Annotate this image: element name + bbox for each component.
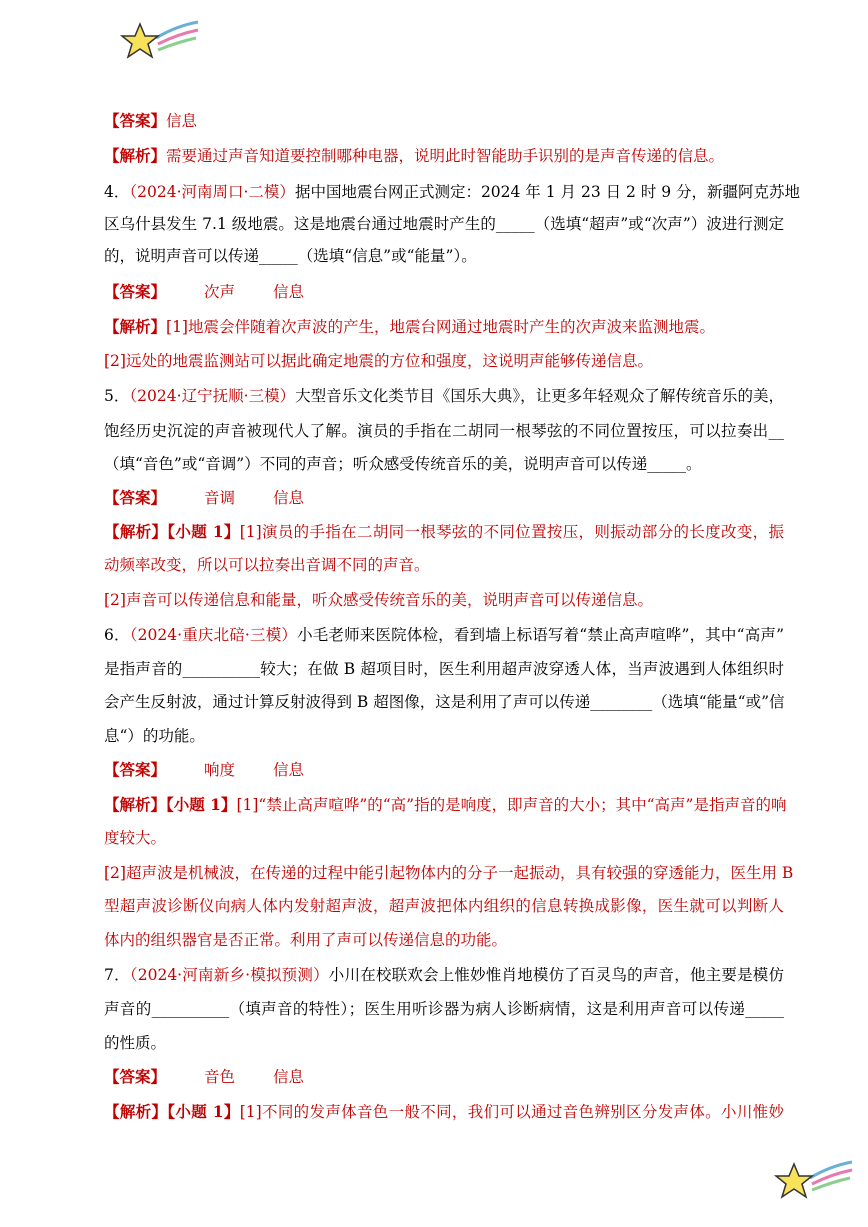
answer-text: [1]“禁止高声喧哗”的“高”指的是响度，即声音的大小；其中“高声”是指声音的响 (236, 796, 787, 814)
answer-text: [1]不同的发声体音色一般不同，我们可以通过音色辨别区分发声体。小川惟妙 (239, 1103, 784, 1121)
text-line (104, 726, 784, 746)
text-line (104, 863, 794, 883)
text-line (104, 246, 784, 266)
answer-text: [2]超声波是机械波，在传递的过程中能引起物体内的分子一起振动，具有较强的穿透能力，医生用 B (104, 864, 794, 882)
label-tag: 【答案】 (104, 1067, 167, 1086)
text-line (104, 930, 784, 950)
answer-text: 信息 (166, 112, 198, 130)
text-line (104, 386, 784, 406)
question-text: （填“音色”或“音调”）不同的声音；听众感受传统音乐的美，说明声音可以传递_____。 (104, 455, 702, 473)
answer-text: 信息 (273, 1068, 305, 1086)
answer-text: 次声 (204, 283, 236, 301)
question-text: 的，说明声音可以传递_____（选填“信息”或“能量”）。 (104, 247, 477, 265)
text-line (104, 625, 784, 645)
text-line (104, 828, 784, 848)
text-line (104, 999, 784, 1019)
label-tag: 【解析】【小题 1】 (104, 795, 237, 814)
answer-text: 度较大。 (104, 829, 167, 847)
question-text: 是指声音的__________较大；在做 B 超项目时，医生利用超声波穿透人体，当声波遇到人体组织时 (104, 660, 784, 678)
question-text: 6． (104, 626, 130, 644)
answer-text: 信息 (273, 489, 305, 507)
answer-text: 音色 (204, 1068, 236, 1086)
text-line (104, 317, 784, 337)
answer-text: 信息 (273, 761, 305, 779)
question-text: 据中国地震台网正式测定：2024 年 1 月 23 日 2 时 9 分，新疆阿克苏地 (294, 183, 801, 201)
text-line (104, 760, 784, 780)
label-tag: 【解析】【小题 1】 (104, 522, 240, 541)
question-text: 小毛老师来医院体检，看到墙上标语写着“禁止高声喧哗”，其中“高声” (297, 626, 784, 644)
text-line (104, 1067, 784, 1087)
answer-text: 动频率改变，所以可以拉奏出音调不同的声音。 (104, 556, 430, 574)
question-text: 声音的__________（填声音的特性）；医生用听诊器为病人诊断病情，这是利用声音可以传递_____ (104, 1000, 784, 1018)
answer-text: [2]远处的地震监测站可以据此确定地震的方位和强度，这说明声能够传递信息。 (104, 352, 653, 370)
label-tag: 【解析】 (104, 146, 167, 165)
star-decoration-icon (772, 1158, 854, 1204)
question-text: 区乌什县发生 7.1 级地震。这是地震台通过地震时产生的_____（选填“超声”或“次声”）波进行测定 (104, 215, 784, 233)
text-line (104, 182, 801, 202)
question-text: 大型音乐文化类节目《国乐大典》，让更多年轻观众了解传统音乐的美， (295, 387, 784, 405)
text-line (104, 488, 784, 508)
text-line (104, 590, 784, 610)
text-line (104, 111, 784, 131)
text-line (104, 214, 784, 234)
text-line (104, 896, 784, 916)
question-source: （2024·重庆北碚·三模） (129, 626, 298, 644)
label-tag: 【答案】 (104, 488, 167, 507)
text-line (104, 659, 784, 679)
question-text: 小川在校联欢会上惟妙惟肖地模仿了百灵鸟的声音，他主要是模仿 (328, 966, 784, 984)
question-text: 饱经历史沉淀的声音被现代人了解。演员的手指在二胡同一根琴弦的不同位置按压，可以拉奏出__ (104, 422, 784, 440)
text-line (104, 965, 784, 985)
text-line (104, 555, 784, 575)
question-source: （2024·河南新乡·模拟预测） (129, 966, 329, 984)
text-line (104, 351, 784, 371)
answer-text: 体内的组织器官是否正常。利用了声可以传递信息的功能。 (104, 931, 508, 949)
question-text: 息“）的功能。 (104, 727, 205, 745)
answer-text: 音调 (204, 489, 236, 507)
answer-text: [1]地震会伴随着次声波的产生，地震台网通过地震时产生的次声波来监测地震。 (166, 318, 715, 336)
answer-text: [2]声音可以传递信息和能量，听众感受传统音乐的美，说明声音可以传递信息。 (104, 591, 653, 609)
answer-text: [1]演员的手指在二胡同一根琴弦的不同位置按压，则振动部分的长度改变，振 (239, 523, 784, 541)
label-tag: 【答案】 (104, 111, 167, 130)
text-line (104, 795, 787, 815)
text-line (104, 692, 784, 712)
text-line (104, 421, 784, 441)
question-text: 7． (104, 966, 130, 984)
text-line (104, 1102, 784, 1122)
text-line (104, 522, 784, 542)
question-text: 5． (104, 387, 130, 405)
label-tag: 【解析】【小题 1】 (104, 1102, 240, 1121)
question-text: 4． (104, 183, 130, 201)
question-text: 会产生反射波，通过计算反射波得到 B 超图像，这是利用了声可以传递________（选填“能量“或”信 (104, 693, 785, 711)
text-line (104, 146, 784, 166)
star-decoration-icon (118, 18, 200, 64)
text-line (104, 454, 784, 474)
answer-text: 信息 (273, 283, 305, 301)
label-tag: 【解析】 (104, 317, 167, 336)
question-source: （2024·河南周口·二模） (129, 183, 295, 201)
text-line (104, 282, 784, 302)
answer-text: 型超声波诊断仪向病人体内发射超声波，超声波把体内组织的信息转换成影像，医生就可以判断人 (104, 897, 784, 915)
question-text: 的性质。 (104, 1034, 167, 1052)
label-tag: 【答案】 (104, 282, 167, 301)
label-tag: 【答案】 (104, 760, 167, 779)
answer-text: 需要通过声音知道要控制哪种电器，说明此时智能助手识别的是声音传递的信息。 (166, 147, 725, 165)
answer-text: 响度 (204, 761, 236, 779)
text-line (104, 1033, 784, 1053)
question-source: （2024·辽宁抚顺·三模） (129, 387, 296, 405)
